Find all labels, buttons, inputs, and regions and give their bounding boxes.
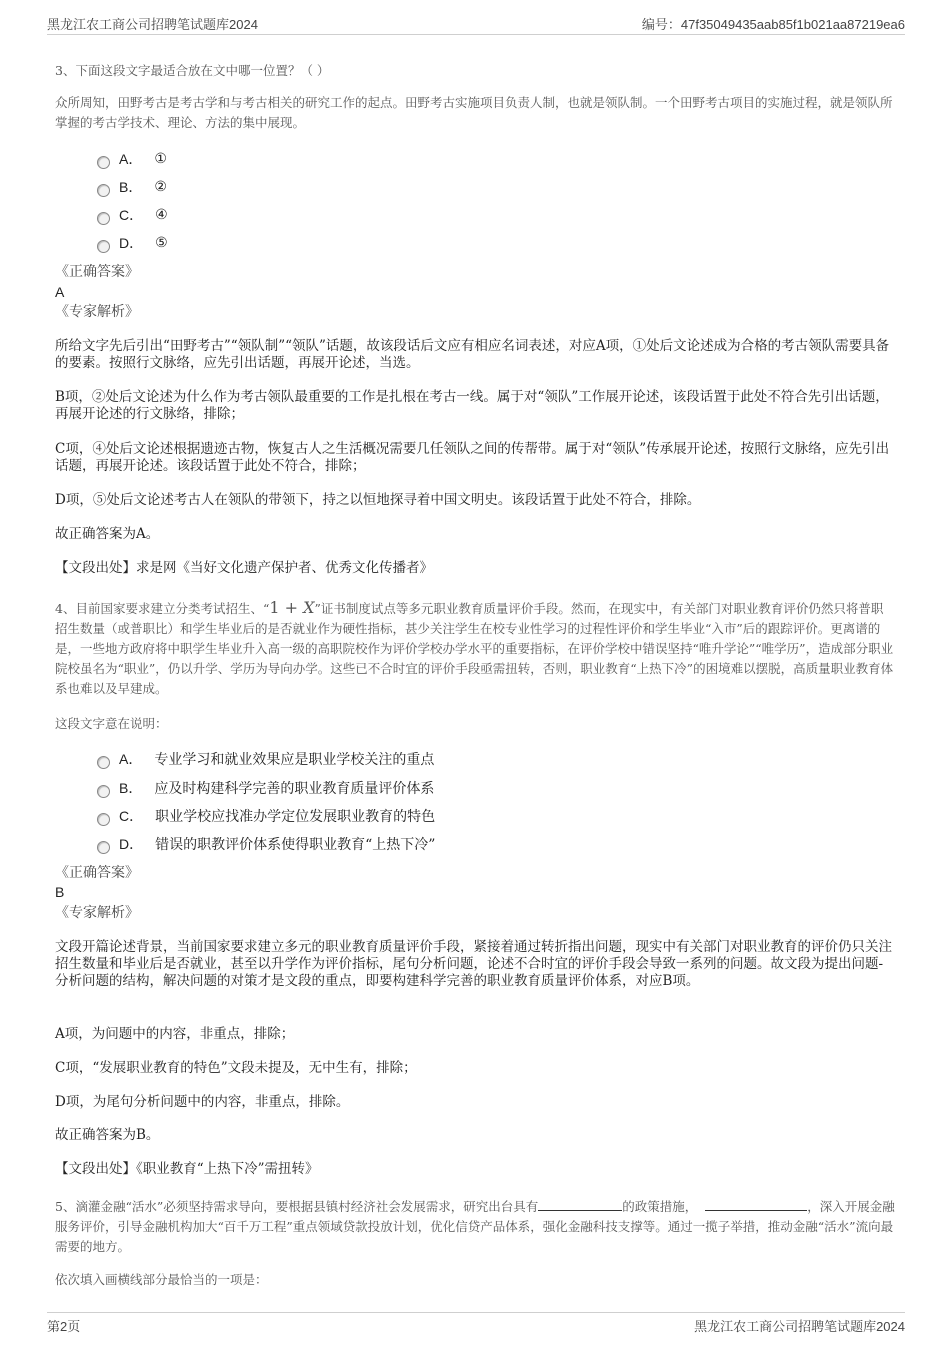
q4-intro-rest: ”证书制度试点等多元职业教育质量评价手段。然而，在现实中，有关部门对职业教育评价仍然只将普职招生数量（或普职比）和学生毕业后的是否就业作为硬性指标，甚少关注学生在校专业性学习的过程性评价和学生毕业“入市”后的跟踪评价。更离谱的是，一些地方政府将中职学生毕业升入高一级的高职院校作为评价学校办学水平的重要指标，在评价学校中错误坚持“唯升学论”“唯学历”，造成部分职业院校虽名为“职业”，仍以升学、学历为导向办学。这些已不合时宜的评价手段亟需扭转，否则，职业教育“上热下冷”的困境难以摆脱，高质量职业教育体系也难以及早建成。 bbox=[55, 601, 894, 696]
q5-question: 依次填入画横线部分最恰当的一项是： bbox=[55, 1272, 268, 1287]
option-key: B． bbox=[119, 179, 143, 195]
q5-blank-2 bbox=[705, 1196, 807, 1211]
q4-intro bbox=[55, 598, 895, 699]
radio-icon[interactable] bbox=[97, 756, 110, 769]
q3-analysis-d: D项，⑤处后文论述考古人在领队的带领下，持之以恒地探寻着中国文明史。该段话置于此处不符合，排除。 bbox=[55, 492, 701, 508]
radio-icon[interactable] bbox=[97, 841, 110, 854]
q3-option-c[interactable] bbox=[97, 204, 168, 226]
q5-blank-1 bbox=[538, 1196, 622, 1211]
radio-icon[interactable] bbox=[97, 813, 110, 826]
page-number: 第2页 bbox=[47, 1319, 81, 1334]
q4-analysis-a: A项，为问题中的内容，非重点，排除； bbox=[55, 1026, 295, 1042]
q3-passage: 众所周知，田野考古是考古学和与考古相关的研究工作的起点。田野考古实施项目负责人制，也就是领队制。一个田野考古项目的实施过程，就是领队所掌握的考古学技术、理论、方法的集中展现。 bbox=[55, 95, 893, 130]
option-text: 专业学习和就业效果应是职业学校关注的重点 bbox=[154, 752, 435, 768]
option-key: A． bbox=[119, 751, 143, 767]
option-text: ④ bbox=[155, 207, 168, 223]
q4-analysis-main: 文段开篇论述背景，当前国家要求建立多元的职业教育质量评价手段，紧接着通过转折指出问题，现实中有关部门对职业教育的评价仍只关注招生数量和毕业后是否就业，甚至以升学作为评价指标，尾句分析问题，论述不合时宜的评价手段会导致一系列的问题。故文段为提出问题-分析问题的结构，解决问题的对策才是文段的重点，即要构建科学完善的职业教育质量评价体系，对应B项。 bbox=[55, 939, 892, 989]
header-code: 编号：47f35049435aab85f1b021aa87219ea6 bbox=[641, 17, 905, 32]
option-key: B． bbox=[119, 780, 143, 796]
option-key: D． bbox=[119, 235, 144, 251]
q4-option-a[interactable] bbox=[97, 748, 434, 770]
radio-icon[interactable] bbox=[97, 212, 110, 225]
q4-source: 【文段出处】《职业教育“上热下冷”需扭转》 bbox=[55, 1161, 319, 1177]
option-text: ⑤ bbox=[155, 235, 168, 251]
footer-title: 黑龙江农工商公司招聘笔试题库2024 bbox=[694, 1319, 905, 1334]
q3-analysis-a: 所给文字先后引出“田野考古”“领队制”“领队”话题，故该段话后文应有相应名词表述，对应A项，①处后文论述成为合格的考古领队需要具备的要素。按照行文脉络，应先引出话题，再展开论述，当选。 bbox=[55, 338, 890, 371]
q4-analysis-c: C项，“发展职业教育的特色”文段未提及，无中生有，排除； bbox=[55, 1060, 417, 1076]
q4-analysis-d: D项，为尾句分析问题中的内容，非重点，排除。 bbox=[55, 1094, 350, 1110]
option-text: 应及时构建科学完善的职业教育质量评价体系 bbox=[154, 781, 435, 797]
q4-option-b[interactable] bbox=[97, 777, 434, 799]
q5-text-2: 的政策措施， bbox=[622, 1199, 698, 1214]
option-key: C． bbox=[119, 808, 144, 824]
q3-option-b[interactable] bbox=[97, 176, 167, 198]
option-key: A． bbox=[119, 151, 143, 167]
q5-text-1: 5、滴灌金融“活水”必须坚持需求导向，要根据县镇村经济社会发展需求，研究出台具有 bbox=[55, 1199, 539, 1214]
option-text: 错误的职教评价体系使得职业教育“上热下冷” bbox=[155, 837, 436, 853]
q4-question: 这段文字意在说明： bbox=[55, 716, 168, 731]
q3-option-d[interactable] bbox=[97, 232, 168, 254]
q4-answer-label: 《正确答案》 bbox=[55, 865, 139, 881]
q5-text-3: ，深入开展金融服务评价，引导金融机构加大“百千万工程”重点领域贷款投放计划，优化信贷产品体系，强化金融科技支撑等。通过一揽子举措，推动金融“活水”流向最需要的地方。 bbox=[55, 1199, 895, 1254]
q5-text bbox=[55, 1196, 895, 1257]
page-footer bbox=[47, 1312, 905, 1337]
q3-option-a[interactable] bbox=[97, 148, 167, 170]
radio-icon[interactable] bbox=[97, 156, 110, 169]
q4-math-formula: 1 + X bbox=[269, 598, 315, 617]
q3-analysis-b: B项，②处后文论述为什么作为考古领队最重要的工作是扎根在考古一线。属于对“领队”工作展开论述，该段话置于此处不符合先引出话题，再展开论述的行文脉络，排除； bbox=[55, 389, 889, 422]
q4-option-c[interactable] bbox=[97, 805, 435, 827]
q3-question: 3、下面这段文字最适合放在文中哪一位置？（ ） bbox=[55, 63, 330, 78]
option-text: ① bbox=[154, 151, 167, 167]
q4-intro-pre: 4、目前国家要求建立分类考试招生、“ bbox=[55, 601, 270, 616]
q4-analysis-label: 《专家解析》 bbox=[55, 905, 139, 921]
option-key: D． bbox=[119, 836, 144, 852]
option-text: ② bbox=[154, 179, 167, 195]
option-key: C． bbox=[119, 207, 144, 223]
q3-conclusion: 故正确答案为A。 bbox=[55, 526, 160, 542]
q4-answer: B bbox=[55, 884, 65, 900]
header-title: 黑龙江农工商公司招聘笔试题库2024 bbox=[47, 17, 258, 32]
radio-icon[interactable] bbox=[97, 785, 110, 798]
q4-conclusion: 故正确答案为B。 bbox=[55, 1127, 160, 1143]
q3-source: 【文段出处】求是网《当好文化遗产保护者、优秀文化传播者》 bbox=[55, 560, 433, 576]
q4-option-d[interactable] bbox=[97, 833, 435, 855]
q3-analysis-label: 《专家解析》 bbox=[55, 304, 139, 320]
q3-analysis-c: C项，④处后文论述根据遗迹古物，恢复古人之生活概况需要几任领队之间的传帮带。属于对“领队”传承展开论述，按照行文脉络，应先引出话题，再展开论述。该段话置于此处不符合，排除； bbox=[55, 441, 890, 474]
q3-answer-label: 《正确答案》 bbox=[55, 264, 139, 280]
page-header bbox=[47, 14, 905, 35]
radio-icon[interactable] bbox=[97, 240, 110, 253]
option-text: 职业学校应找准办学定位发展职业教育的特色 bbox=[155, 809, 436, 825]
q3-answer: A bbox=[55, 284, 65, 300]
radio-icon[interactable] bbox=[97, 184, 110, 197]
